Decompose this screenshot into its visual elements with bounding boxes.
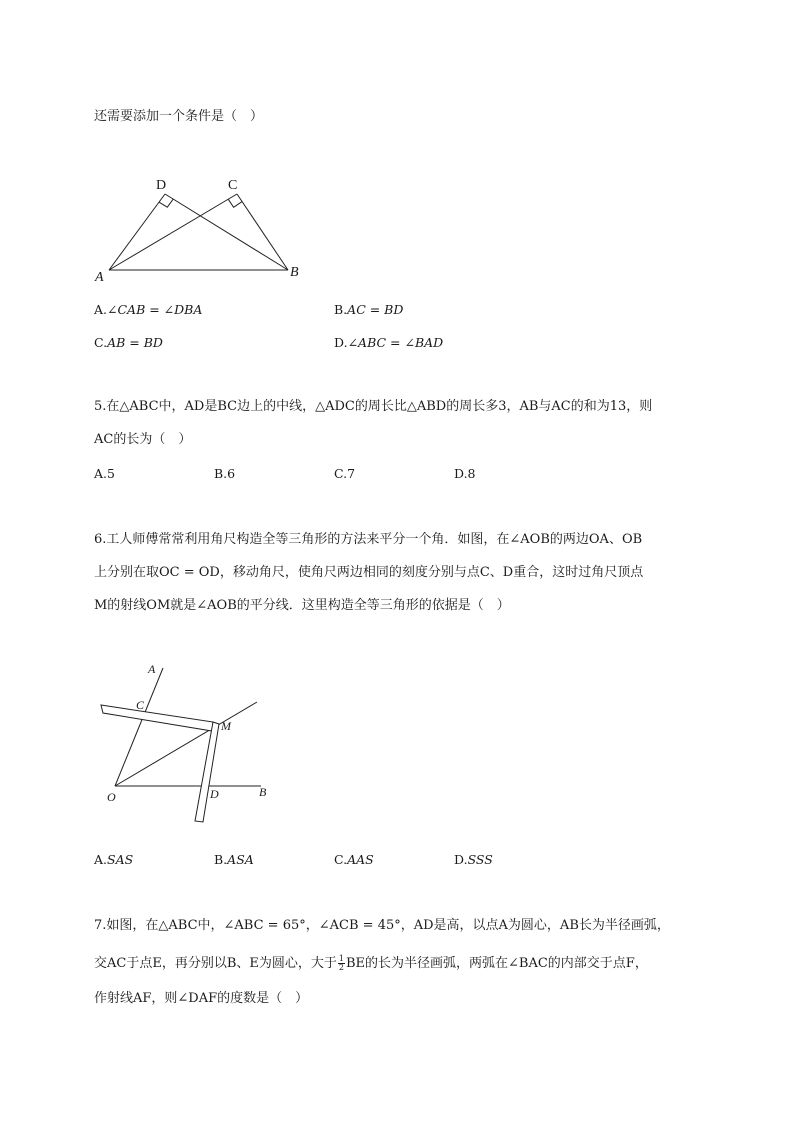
- q6-figure: [95, 660, 295, 830]
- q4-option-b-prefix: B.: [334, 302, 348, 317]
- q6-option-b-prefix: B.: [214, 852, 228, 867]
- q7-line-3: 作射线AF，则∠DAF的度数是（ ）: [94, 991, 309, 1006]
- q7-fraction-denominator: 2: [338, 963, 344, 972]
- q6-label-c: C: [136, 698, 145, 712]
- q4-option-a-math: ∠CAB = ∠DBA: [107, 302, 203, 317]
- q6-label-o: O: [107, 790, 116, 804]
- q5-option-c: C.7: [334, 466, 356, 481]
- q6-label-m: M: [221, 719, 231, 733]
- q4-figure: [90, 175, 310, 285]
- q4-option-c-prefix: C.: [94, 335, 108, 350]
- q4-option-d: [334, 335, 443, 351]
- q4-option-c: [94, 335, 163, 351]
- q6-line-3: M的射线OM就是∠AOB的平分线．这里构造全等三角形的依据是（ ）: [94, 598, 510, 613]
- q7-fraction: [338, 955, 345, 972]
- q4-option-a-prefix: A.: [94, 302, 108, 317]
- q6-option-c-math: AAS: [347, 852, 374, 867]
- q5-line-2: AC的长为（ ）: [94, 432, 192, 447]
- q6-label-d: D: [210, 787, 219, 801]
- q6-option-a-math: SAS: [107, 852, 134, 867]
- q6-label-a: A: [148, 662, 156, 676]
- q6-option-a-prefix: A.: [94, 852, 108, 867]
- q7-line-2-start: 交AC于点E，再分别以B、E为圆心，大于: [94, 956, 337, 971]
- q6-line-1: 6.工人师傅常常利用角尺构造全等三角形的方法来平分一个角．如图，在∠AOB的两边OA、OB: [94, 532, 643, 547]
- q4-label-d: D: [156, 178, 167, 193]
- q5-option-a: A.5: [94, 466, 115, 481]
- q6-option-d-math: SSS: [467, 852, 493, 867]
- q6-option-d: [454, 852, 493, 868]
- q7-line-1: 7.如图，在△ABC中，∠ABC = 65°，∠ACB = 45°，AD是高，以点A为圆心，AB长为半径画弧，: [94, 918, 670, 933]
- q5-option-d: D.8: [454, 466, 476, 481]
- q7-line-2-end: BE的长为半径画弧，两弧在∠BAC的内部交于点F，: [345, 956, 648, 971]
- q4-option-c-math: AB = BD: [107, 335, 163, 350]
- q4-stem: 还需要添加一个条件是（ ）: [94, 109, 264, 124]
- q7-line-2: [94, 955, 648, 973]
- q6-option-b: [214, 852, 254, 868]
- q6-label-b: B: [259, 785, 267, 799]
- q6-option-c-prefix: C.: [334, 852, 348, 867]
- q4-option-d-prefix: D.: [334, 335, 348, 350]
- q4-option-a: [94, 302, 202, 318]
- q4-option-b-math: AC = BD: [347, 302, 404, 317]
- q4-label-c: C: [228, 178, 238, 193]
- q7-fraction-numerator: 1: [338, 954, 344, 963]
- q4-option-d-math: ∠ABC = ∠BAD: [347, 335, 444, 350]
- q6-line-2: 上分别在取OC = OD，移动角尺，使角尺两边相同的刻度分别与点C、D重合，这时过角尺顶点: [94, 565, 644, 580]
- q4-label-b: B: [290, 265, 299, 280]
- q6-option-c: [334, 852, 374, 868]
- q6-option-d-prefix: D.: [454, 852, 468, 867]
- q4-label-a: A: [95, 270, 104, 285]
- q5-option-b: B.6: [214, 466, 236, 481]
- q4-option-b: [334, 302, 403, 318]
- q5-line-1: 5.在△ABC中，AD是BC边上的中线，△ADC的周长比△ABD的周长多3，AB与AC的和为13，则: [94, 399, 653, 414]
- q6-option-b-math: ASA: [227, 852, 254, 867]
- q6-option-a: [94, 852, 133, 868]
